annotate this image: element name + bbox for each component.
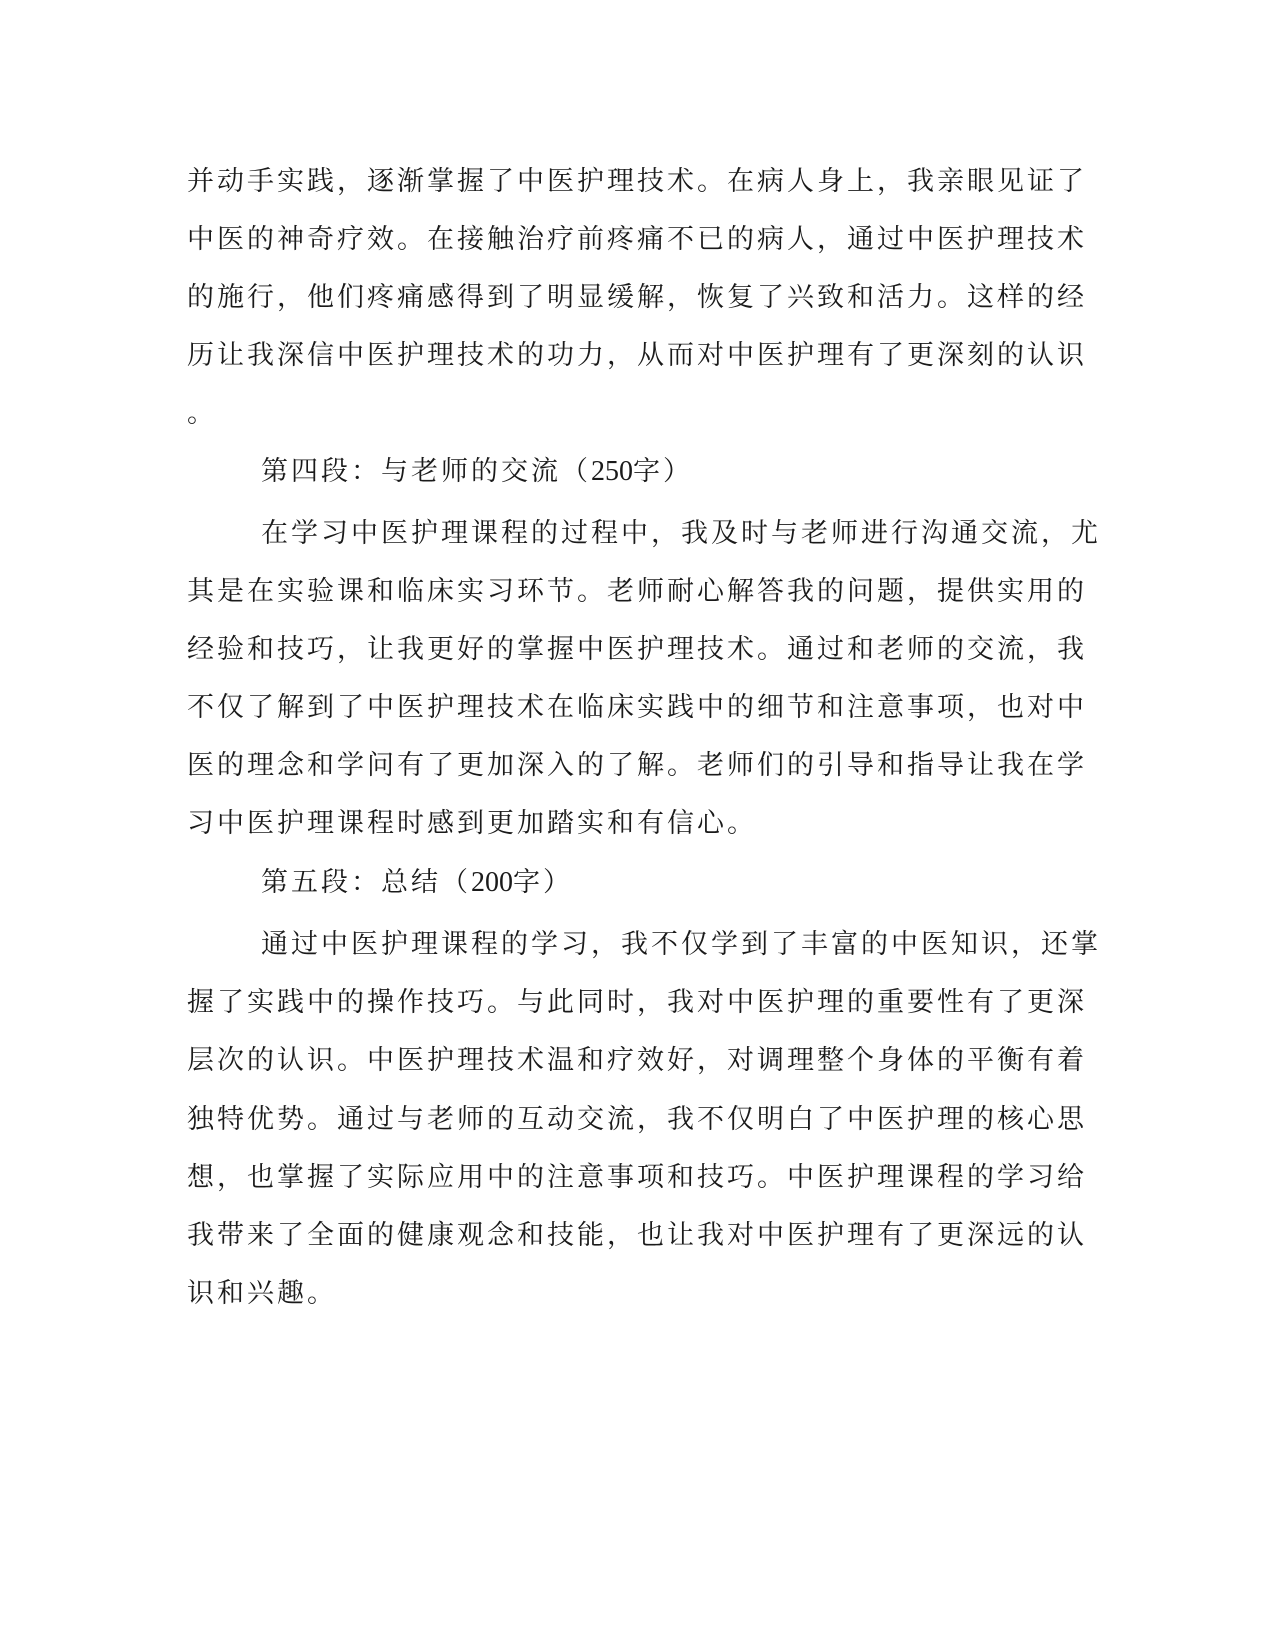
paragraph-line: 层次的认识。中医护理技术温和疗效好，对调理整个身体的平衡有着 — [187, 1045, 1087, 1076]
paragraph-line: 想，也掌握了实际应用中的注意事项和技巧。中医护理课程的学习给 — [187, 1162, 1087, 1193]
heading-suffix: 字） — [633, 456, 693, 487]
paragraph-line: 其是在实验课和临床实习环节。老师耐心解答我的问题，提供实用的 — [187, 576, 1087, 607]
paragraph-line: 历让我深信中医护理技术的功力，从而对中医护理有了更深刻的认识 — [187, 340, 1087, 371]
paragraph-line: 在学习中医护理课程的过程中，我及时与老师进行沟通交流，尤 — [261, 518, 1101, 549]
paragraph-line: 并动手实践，逐渐掌握了中医护理技术。在病人身上，我亲眼见证了 — [187, 166, 1087, 197]
paragraph-line: 的施行，他们疼痛感得到了明显缓解，恢复了兴致和活力。这样的经 — [187, 282, 1087, 313]
heading-word-count: 200 — [471, 867, 513, 898]
heading-prefix: 第四段：与老师的交流（ — [261, 456, 591, 487]
section-heading-4 — [261, 456, 693, 488]
paragraph-line: 通过中医护理课程的学习，我不仅学到了丰富的中医知识，还掌 — [261, 929, 1101, 960]
paragraph-line: 识和兴趣。 — [187, 1278, 337, 1309]
heading-word-count: 250 — [591, 456, 633, 487]
paragraph-line: 不仅了解到了中医护理技术在临床实践中的细节和注意事项，也对中 — [187, 692, 1087, 723]
paragraph-line: 中医的神奇疗效。在接触治疗前疼痛不已的病人，通过中医护理技术 — [187, 224, 1087, 255]
heading-suffix: 字） — [513, 867, 573, 898]
heading-prefix: 第五段：总结（ — [261, 867, 471, 898]
paragraph-line: 独特优势。通过与老师的互动交流，我不仅明白了中医护理的核心思 — [187, 1104, 1087, 1135]
paragraph-line: 经验和技巧，让我更好的掌握中医护理技术。通过和老师的交流，我 — [187, 634, 1087, 665]
section-heading-5 — [261, 867, 573, 899]
paragraph-line: 握了实践中的操作技巧。与此同时，我对中医护理的重要性有了更深 — [187, 987, 1087, 1018]
paragraph-line: 我带来了全面的健康观念和技能，也让我对中医护理有了更深远的认 — [187, 1220, 1087, 1251]
paragraph-line: 习中医护理课程时感到更加踏实和有信心。 — [187, 808, 757, 839]
paragraph-line: 医的理念和学问有了更加深入的了解。老师们的引导和指导让我在学 — [187, 750, 1087, 781]
paragraph-line: 。 — [187, 398, 217, 429]
